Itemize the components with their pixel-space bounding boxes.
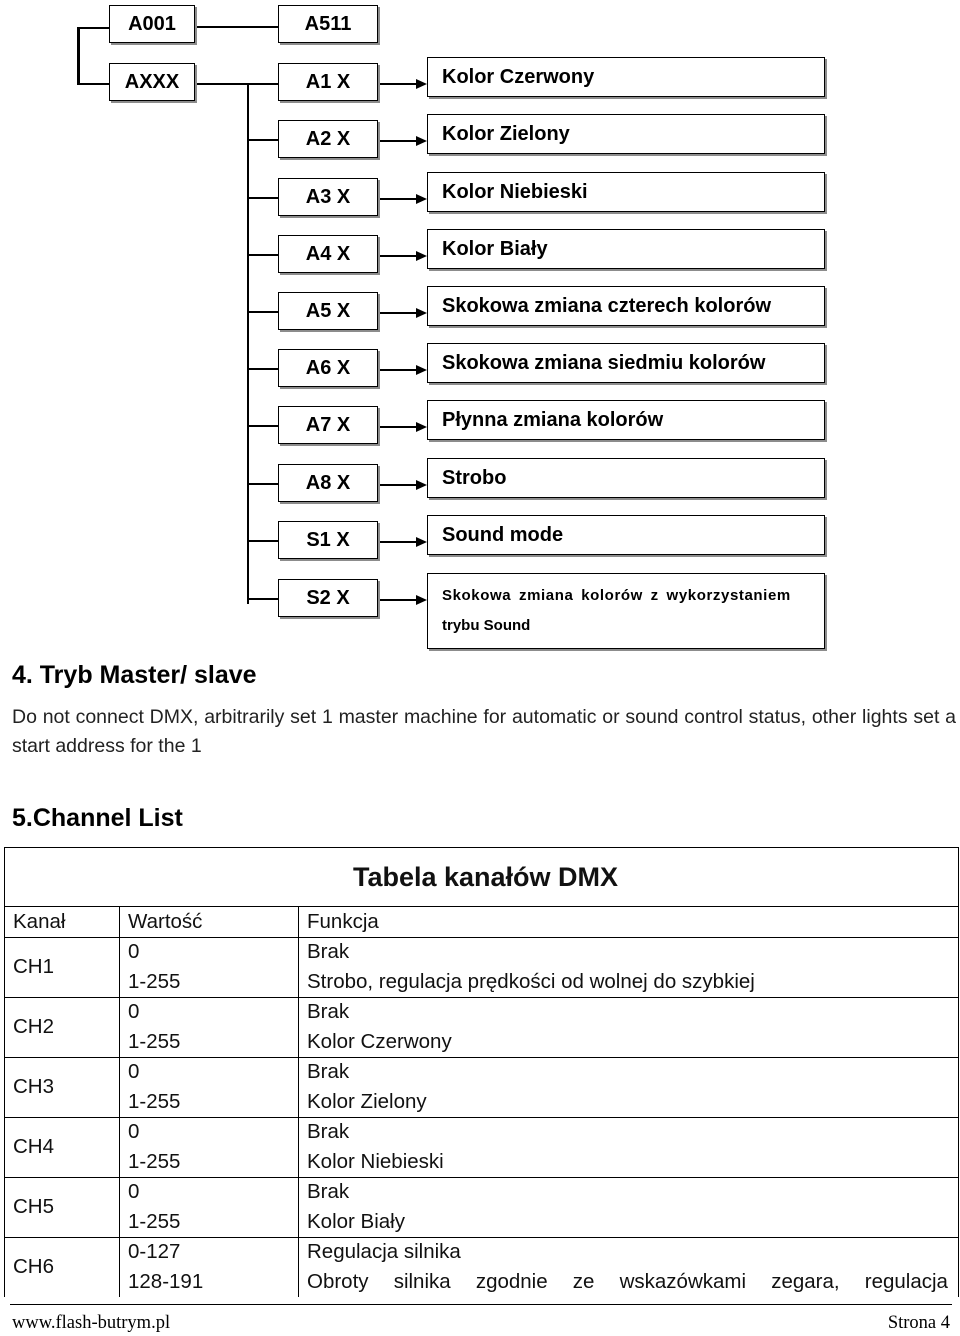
table-row	[5, 997, 959, 1027]
mode-box: A4 X	[278, 235, 378, 273]
value-cell: 0	[120, 1117, 299, 1147]
channel-cell: CH6	[5, 1237, 120, 1297]
table-row	[5, 1177, 959, 1207]
value-cell: 1-255	[120, 1147, 299, 1177]
table-title: Tabela kanałów DMX	[5, 848, 959, 907]
table-row	[5, 1147, 959, 1177]
header-funkcja: Funkcja	[299, 907, 959, 938]
mode-box: A1 X	[278, 63, 378, 101]
mode-box: S1 X	[278, 521, 378, 559]
footer-page-number: Strona 4	[887, 1313, 950, 1333]
function-cell: Kolor Czerwony	[299, 1027, 959, 1057]
section5-heading: 5.Channel List	[12, 804, 183, 832]
table-row	[5, 1237, 959, 1267]
channel-cell: CH3	[5, 1057, 120, 1117]
function-cell: Kolor Niebieski	[299, 1147, 959, 1177]
function-cell: Brak	[299, 997, 959, 1027]
value-cell: 0	[120, 1057, 299, 1087]
function-cell: Regulacja silnika	[299, 1237, 959, 1267]
table-row	[5, 1057, 959, 1087]
table-row	[5, 1267, 959, 1297]
mode-description-box: Kolor Zielony	[427, 114, 825, 154]
table-row	[5, 937, 959, 967]
function-text: Obroty silnika zgodnie ze wskazówkami zegara, regulacja	[307, 1269, 948, 1293]
header-wartosc: Wartość	[120, 907, 299, 938]
box-a001: A001	[109, 5, 195, 43]
function-cell: Brak	[299, 1057, 959, 1087]
function-cell: Brak	[299, 937, 959, 967]
table-row	[5, 1027, 959, 1057]
value-cell: 1-255	[120, 967, 299, 997]
table-row	[5, 1087, 959, 1117]
value-cell: 0	[120, 997, 299, 1027]
footer-divider	[10, 1304, 952, 1305]
value-cell: 1-255	[120, 1087, 299, 1117]
function-cell: Strobo, regulacja prędkości od wolnej do szybkiej	[299, 967, 959, 997]
channel-cell: CH2	[5, 997, 120, 1057]
value-cell: 0	[120, 937, 299, 967]
mode-description-line2: trybu Sound	[442, 617, 531, 634]
arrow-head	[416, 365, 427, 375]
mode-description-box: Skokowa zmiana czterech kolorów	[427, 286, 825, 326]
mode-description-box: Kolor Niebieski	[427, 172, 825, 212]
mode-description-box: Kolor Biały	[427, 229, 825, 269]
arrow-head	[416, 136, 427, 146]
arrow-head	[416, 422, 427, 432]
section4-text: Do not connect DMX, arbitrarily set 1 master machine for automatic or sound control status, other lights set a start address for the 1	[12, 706, 956, 757]
value-cell: 1-255	[120, 1027, 299, 1057]
mode-description-box: Sound mode	[427, 515, 825, 555]
value-cell: 128-191	[120, 1267, 299, 1297]
header-kanal: Kanał	[5, 907, 120, 938]
mode-box: A7 X	[278, 406, 378, 444]
mode-description-box: Skokowa zmiana siedmiu kolorów	[427, 343, 825, 383]
function-cell: Kolor Biały	[299, 1207, 959, 1237]
table-row	[5, 967, 959, 997]
arrow-head	[416, 537, 427, 547]
arrow-head	[416, 480, 427, 490]
mode-description-box: Strobo	[427, 458, 825, 498]
channel-cell: CH4	[5, 1117, 120, 1177]
value-cell: 1-255	[120, 1207, 299, 1237]
arrow-head	[416, 595, 427, 605]
mode-box: S2 X	[278, 579, 378, 617]
function-cell: Kolor Zielony	[299, 1087, 959, 1117]
arrow-head	[416, 308, 427, 318]
mode-box: A2 X	[278, 120, 378, 158]
table-row	[5, 1207, 959, 1237]
dmx-channel-table	[4, 847, 959, 1297]
arrow-head	[416, 79, 427, 89]
mode-description-box: Płynna zmiana kolorów	[427, 400, 825, 440]
function-cell	[299, 1267, 959, 1297]
table-row	[5, 1117, 959, 1147]
section4-heading: 4. Tryb Master/ slave	[12, 661, 257, 689]
mode-box: A6 X	[278, 349, 378, 387]
mode-box: A3 X	[278, 178, 378, 216]
mode-box: A5 X	[278, 292, 378, 330]
mode-description-line1: Skokowa zmiana kolorów z wykorzystaniem	[442, 587, 791, 604]
function-cell: Brak	[299, 1117, 959, 1147]
channel-cell: CH5	[5, 1177, 120, 1237]
arrow-head	[416, 194, 427, 204]
channel-cell: CH1	[5, 937, 120, 997]
value-cell: 0	[120, 1177, 299, 1207]
value-cell: 0-127	[120, 1237, 299, 1267]
box-a511: A511	[278, 5, 378, 43]
mode-box: A8 X	[278, 464, 378, 502]
function-cell: Brak	[299, 1177, 959, 1207]
footer-url: www.flash-butrym.pl	[12, 1313, 171, 1333]
mode-description-box: Kolor Czerwony	[427, 57, 825, 97]
box-axxx: AXXX	[109, 63, 195, 101]
arrow-head	[416, 251, 427, 261]
